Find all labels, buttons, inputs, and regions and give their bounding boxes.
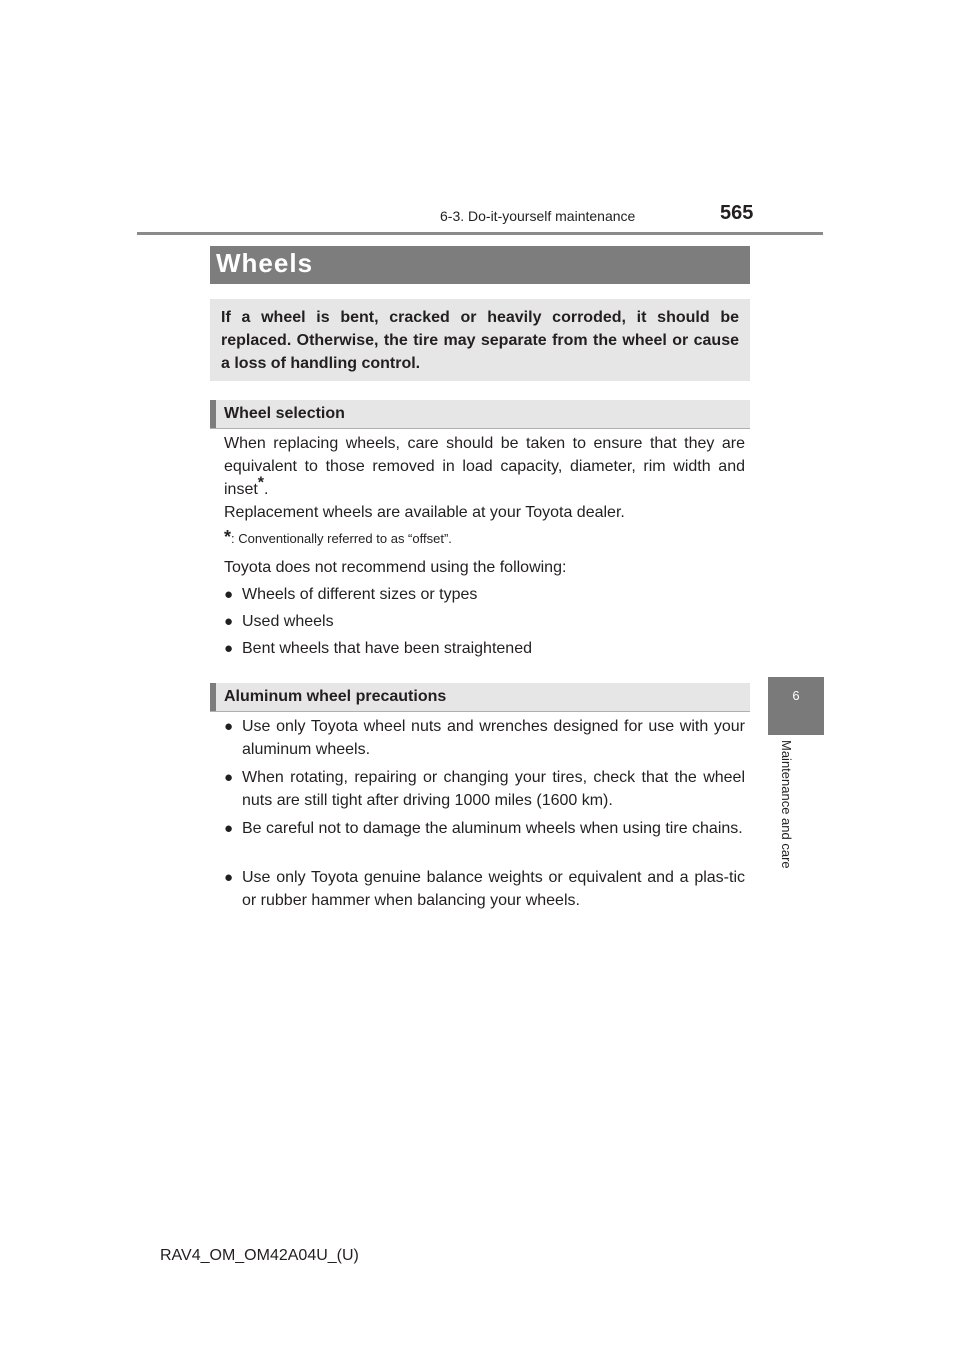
section-header: 6-3. Do-it-yourself maintenance	[440, 208, 636, 224]
subheading-wheel-selection: Wheel selection	[224, 405, 345, 422]
list-item-text: Bent wheels that have been straightened	[242, 640, 532, 657]
list-item	[224, 766, 745, 812]
bullet-icon: ●	[224, 769, 234, 786]
list-item	[224, 715, 745, 761]
subheading-accent	[210, 400, 216, 428]
chapter-label: Maintenance and care	[779, 740, 794, 869]
list-item-text: When rotating, repairing or changing your tires, check that the wheel nuts are still tight after driving 1000 miles (1600 km).	[242, 769, 745, 809]
header-divider	[137, 232, 823, 235]
bullet-icon: ●	[224, 640, 234, 657]
bullet-icon: ●	[224, 820, 234, 837]
footnote-text: : Conventionally referred to as “offset”.	[231, 531, 452, 546]
chapter-tab	[768, 677, 824, 735]
subheading-accent	[210, 683, 216, 711]
list-item-text: Use only Toyota wheel nuts and wrenches designed for use with your aluminum wheels.	[242, 718, 745, 758]
wheel-selection-paragraph	[224, 432, 745, 501]
list-item-text: Use only Toyota genuine balance weights or equivalent and a plas-tic or rubber hammer when balancing your wheels.	[242, 869, 745, 909]
list-item-text: Wheels of different sizes or types	[242, 586, 478, 603]
list-item-text: Be careful not to damage the aluminum wheels when using tire chains.	[242, 820, 743, 837]
footnote-star: *	[224, 527, 232, 547]
intro-text: If a wheel is bent, cracked or heavily corroded, it should be replaced. Otherwise, the tire may separate from the wheel or cause a loss of handling control.	[221, 309, 739, 372]
document-code: RAV4_OM_OM42A04U_(U)	[160, 1247, 359, 1264]
footnote	[224, 527, 452, 548]
wheel-selection-text-end: .	[264, 481, 269, 498]
list-item-text: Used wheels	[242, 613, 334, 630]
bullet-icon: ●	[224, 586, 234, 603]
dealer-paragraph: Replacement wheels are available at your Toyota dealer.	[224, 504, 625, 521]
not-recommend-paragraph: Toyota does not recommend using the following:	[224, 559, 567, 576]
page-number: 565	[720, 202, 754, 224]
list-item	[224, 610, 745, 633]
list-item	[224, 817, 745, 840]
chapter-number: 6	[792, 688, 800, 703]
bullet-icon: ●	[224, 613, 234, 630]
list-item	[224, 866, 745, 912]
bullet-icon: ●	[224, 869, 234, 886]
bullet-icon: ●	[224, 718, 234, 735]
subheading-aluminum: Aluminum wheel precautions	[224, 688, 447, 705]
footnote-marker: *	[257, 474, 265, 492]
list-item	[224, 637, 745, 660]
list-item	[224, 583, 745, 606]
page-title: Wheels	[216, 248, 314, 278]
wheel-selection-text: When replacing wheels, care should be taken to ensure that they are equivalent to those removed in load capacity, diameter, rim width and inset	[224, 435, 745, 498]
